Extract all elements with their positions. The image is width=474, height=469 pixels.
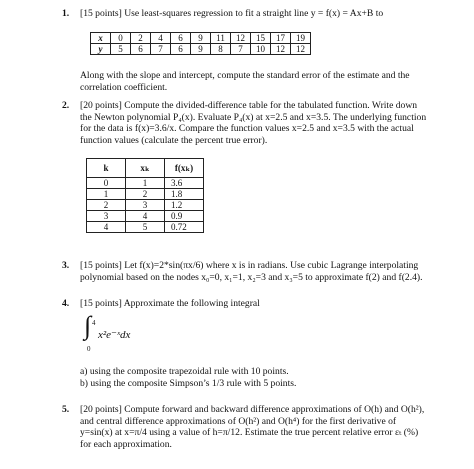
integral-lower-limit: 0: [87, 345, 91, 353]
question-5-number: 5.: [62, 404, 70, 415]
regression-data-table: [90, 32, 311, 55]
table-cell: 2: [126, 189, 165, 200]
table-row: [91, 33, 311, 44]
question-4-part-b: b) using the composite Simpson’s 1/3 rule with 5 points.: [80, 378, 297, 389]
table-header-row: [87, 159, 204, 178]
table-cell: 0.9: [165, 211, 204, 222]
question-2-number: 2.: [62, 100, 70, 111]
y-row-label: y: [91, 44, 111, 55]
question-4-number: 4.: [62, 298, 70, 309]
table-cell: 2: [87, 200, 126, 211]
table-cell: 1: [87, 189, 126, 200]
table-cell: 3: [126, 200, 165, 211]
table-cell: 2: [131, 33, 151, 44]
integral-upper-limit: 4: [92, 319, 96, 327]
table-cell: 1.2: [165, 200, 204, 211]
x-row-label: x: [91, 33, 111, 44]
table-cell: 15: [251, 33, 271, 44]
table-cell: 19: [291, 33, 311, 44]
table-cell: 1.8: [165, 189, 204, 200]
table-cell: 9: [191, 33, 211, 44]
table-cell: 12: [291, 44, 311, 55]
table-cell: 10: [251, 44, 271, 55]
table-cell: 4: [87, 222, 126, 233]
table-cell: 12: [231, 33, 251, 44]
column-header-fxk: f(xₖ): [165, 159, 204, 178]
question-1-followup: Along with the slope and intercept, compute the standard error of the estimate and the correlation coefficient.: [80, 70, 410, 93]
table-cell: 12: [271, 44, 291, 55]
table-cell: 7: [231, 44, 251, 55]
integrand: x²e⁻ˣdx: [98, 329, 131, 341]
table-cell: 7: [151, 44, 171, 55]
table-cell: 0: [87, 178, 126, 189]
question-1-number: 1.: [62, 8, 70, 19]
table-cell: 4: [151, 33, 171, 44]
question-4-part-a: a) using the composite trapezoidal rule with 10 points.: [80, 366, 289, 377]
table-cell: 6: [131, 44, 151, 55]
table-cell: 5: [126, 222, 165, 233]
question-2-text: [20 points] Compute the divided-difference table for the tabulated function. Write down the Newton polynomial P₄(x). Evaluate P₄(x) at x=2.5 and x=3.5. The underlying function for the data is f(x)=3.6/x. Compare the function values x=2.5 and x=3.5 with the actual function values (calculate the percent true error).: [80, 100, 427, 146]
column-header-xk: xₖ: [126, 159, 165, 178]
integral-sign: ∫: [84, 311, 92, 340]
table-row: [87, 222, 204, 233]
question-4-text: [15 points] Approximate the following integral: [80, 298, 260, 309]
table-cell: 6: [171, 44, 191, 55]
table-cell: 17: [271, 33, 291, 44]
question-5-text: [20 points] Compute forward and backward difference approximations of O(h) and O(h²), and central difference approximations of O(h²) and O(h⁴) for the first derivative of y=sin(x) at x=π/4 using a value of h=π/12. Estimate the true percent relative error εₜ (%) for each approximation.: [80, 404, 425, 450]
divided-difference-table: [86, 158, 204, 233]
table-cell: 6: [171, 33, 191, 44]
table-cell: 3: [87, 211, 126, 222]
table-cell: 1: [126, 178, 165, 189]
question-3-number: 3.: [62, 260, 70, 271]
table-cell: 0: [111, 33, 131, 44]
table-cell: 5: [111, 44, 131, 55]
table-cell: 3.6: [165, 178, 204, 189]
table-row: [87, 200, 204, 211]
table-cell: 4: [126, 211, 165, 222]
question-1-text: [15 points] Use least-squares regression to fit a straight line y = f(x) = Ax+B to: [80, 8, 384, 19]
table-cell: 11: [211, 33, 231, 44]
table-row: [91, 44, 311, 55]
table-row: [87, 189, 204, 200]
table-cell: 8: [211, 44, 231, 55]
table-cell: 9: [191, 44, 211, 55]
table-row: [87, 211, 204, 222]
question-3-text: [15 points] Let f(x)=2*sin(πx/6) where x is in radians. Use cubic Lagrange interpolating polynomial based on the nodes x₀=0, x₁=1, x₂=3 and x₃=5 to approximate f(2) and f(2.4).: [80, 260, 423, 283]
table-cell: 0.72: [165, 222, 204, 233]
column-header-k: k: [87, 159, 126, 178]
table-row: [87, 178, 204, 189]
